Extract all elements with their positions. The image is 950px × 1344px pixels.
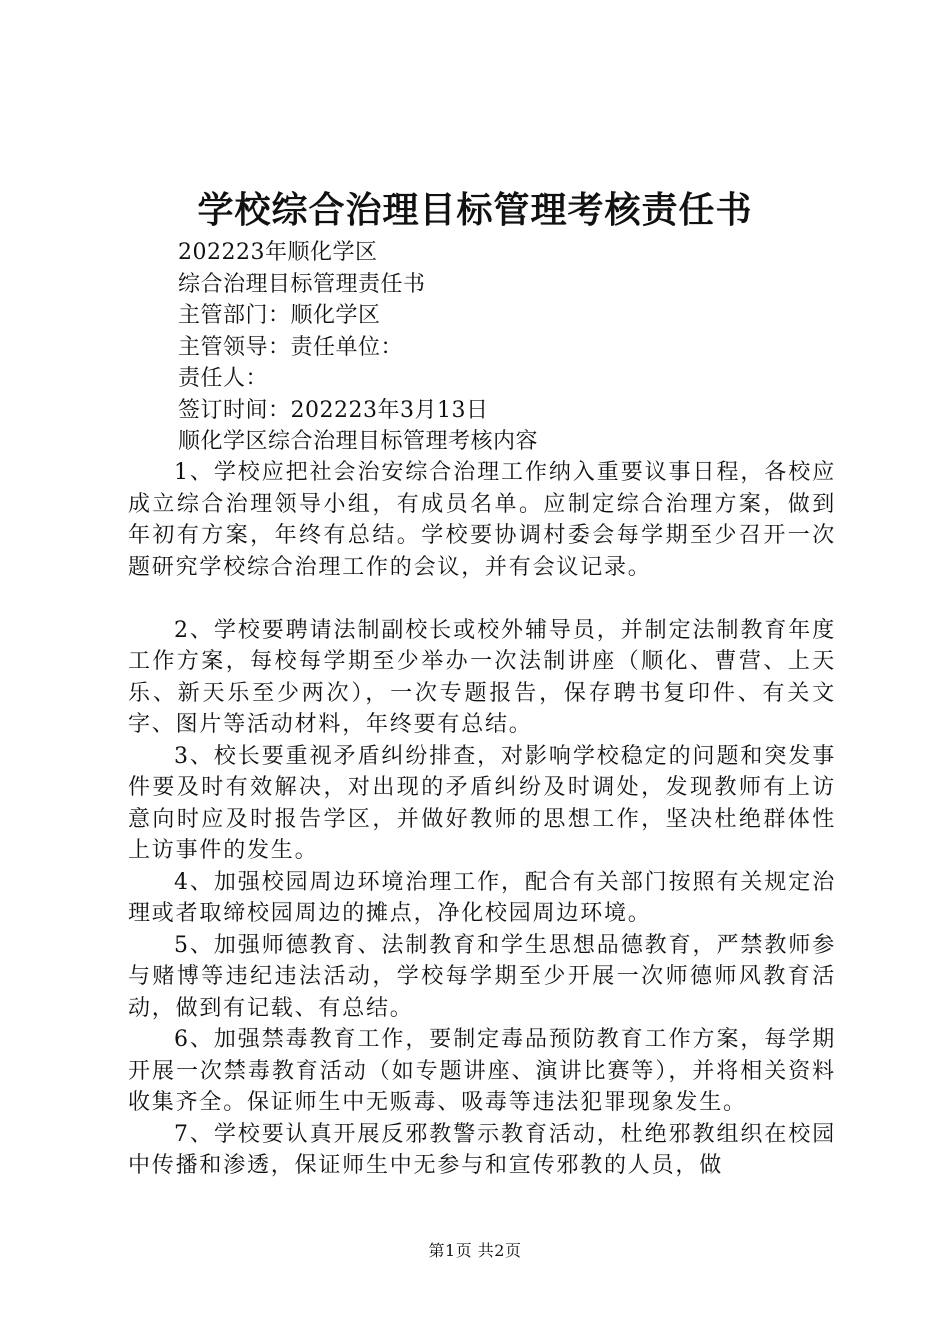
- paragraph-1: 1、学校应把社会治安综合治理工作纳入重要议事日程，各校应成立综合治理领导小组，有成员名单。应制定综合治理方案，做到年初有方案，年终有总结。学校要协调村委会每学期至少召开一次题研究学校综合治理工作的会议，并有会议记录。: [128, 460, 836, 580]
- meta-leader-unit: 主管领导：责任单位：: [178, 334, 404, 360]
- paragraph-gap: [128, 583, 836, 615]
- paragraph-4: 4、加强校园周边环境治理工作，配合有关部门按照有关规定治理或者取缔校园周边的摊点，净化校园周边环境。: [128, 869, 836, 926]
- meta-responsible-person: 责任人：: [178, 366, 269, 391]
- document-body: [128, 457, 836, 1182]
- paragraph-3: 3、校长要重视矛盾纠纷排查，对影响学校稳定的问题和突发事件要及时有效解决，对出现的矛盾纠纷及时调处，发现教师有上访意向时应及时报告学区，并做好教师的思想工作，坚决杜绝群体性上访事件的发生。: [128, 743, 836, 863]
- paragraph-7: 7、学校要认真开展反邪教警示教育活动，杜绝邪教组织在校园中传播和渗透，保证师生中无参与和宣传邪教的人员，做: [128, 1121, 836, 1178]
- document-meta: [178, 237, 878, 458]
- meta-year-district: 202223年顺化学区: [178, 240, 378, 265]
- paragraph-6: 6、加强禁毒教育工作，要制定毒品预防教育工作方案，每学期开展一次禁毒教育活动（如专题讲座、演讲比赛等），并将相关资料收集齐全。保证师生中无贩毒、吸毒等违法犯罪现象发生。: [128, 1027, 836, 1115]
- paragraph-2: 2、学校要聘请法制副校长或校外辅导员，并制定法制教育年度工作方案，每校每学期至少举办一次法制讲座（顺化、曹营、上天乐、新天乐至少两次），一次专题报告，保存聘书复印件、有关文字、图片等活动材料，年终要有总结。: [128, 617, 836, 737]
- meta-signing-date: 签订时间：202223年3月13日: [178, 397, 489, 423]
- page-number-footer: 第1页 共2页: [428, 1241, 522, 1260]
- paragraph-5: 5、加强师德教育、法制教育和学生思想品德教育，严禁教师参与赌博等违纪违法活动，学校每学期至少开展一次师德师风教育活动，做到有记载、有总结。: [128, 932, 836, 1021]
- meta-subtitle: 综合治理目标管理责任书: [178, 271, 426, 297]
- meta-content-heading: 顺化学区综合治理目标管理考核内容: [178, 429, 539, 454]
- document-title: 学校综合治理目标管理考核责任书: [197, 189, 753, 231]
- meta-department: 主管部门：顺化学区: [178, 303, 381, 328]
